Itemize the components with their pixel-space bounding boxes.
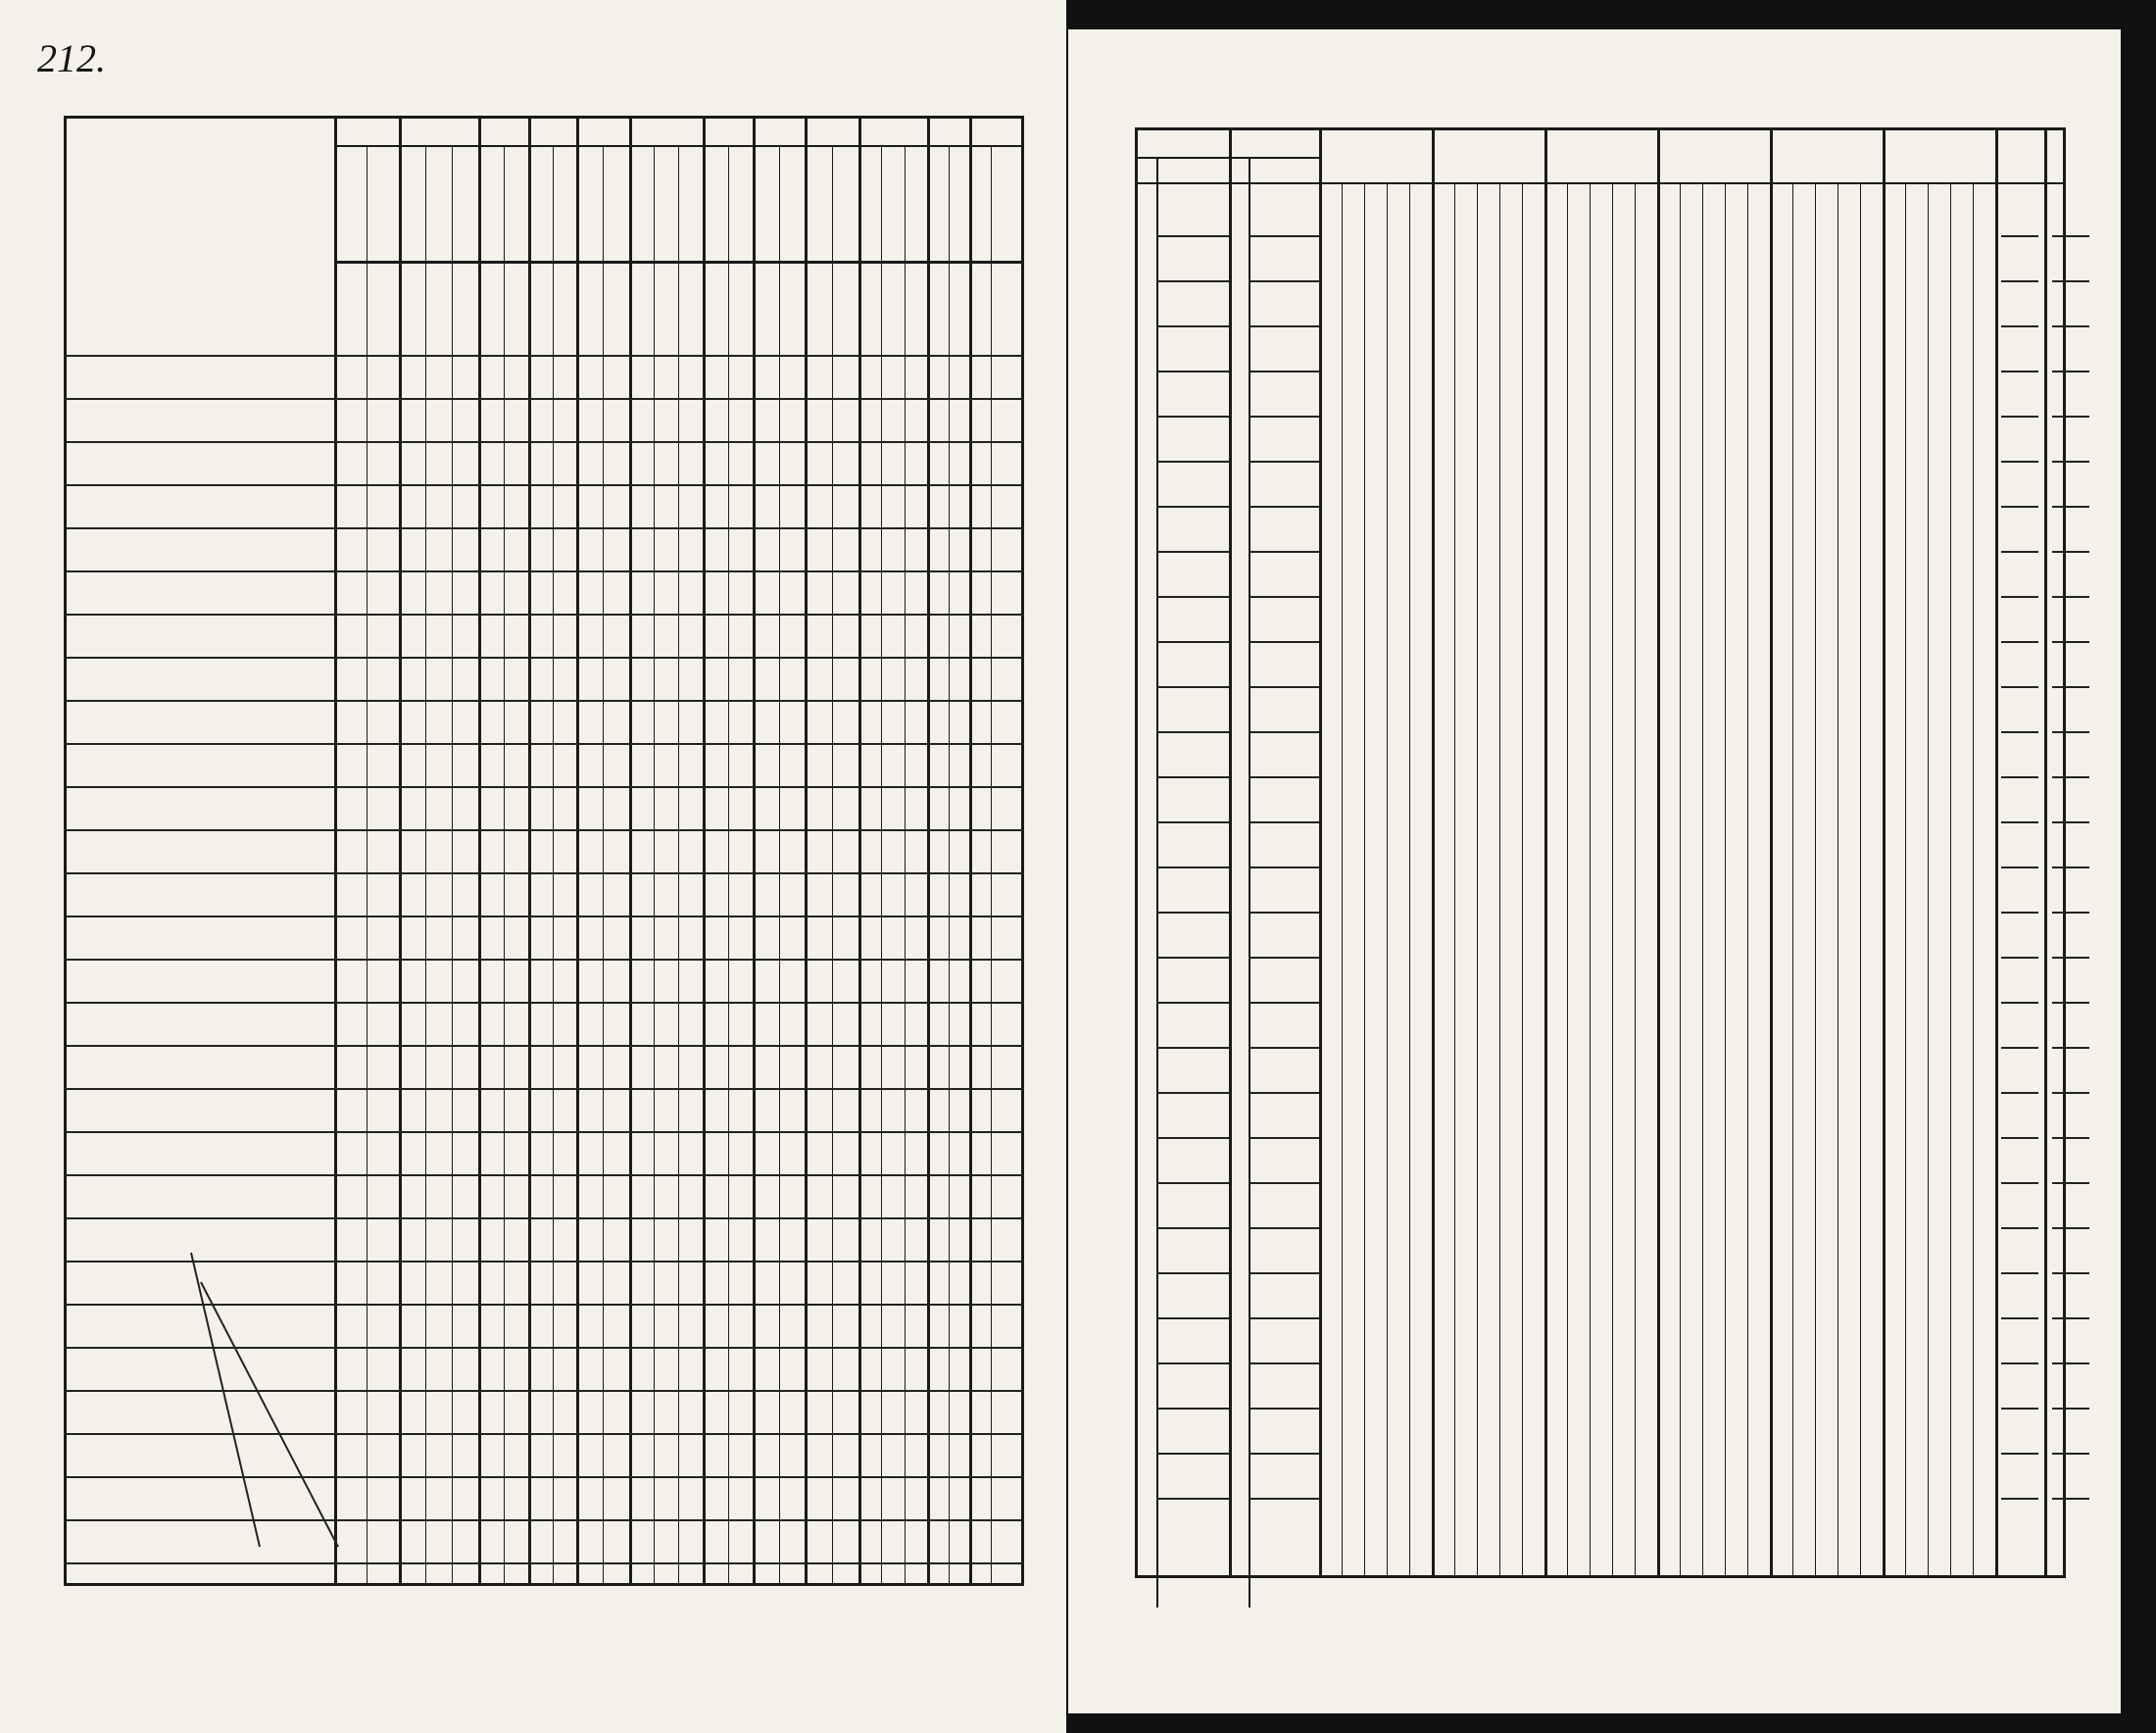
- year-subcolumn-line: [1680, 184, 1681, 1578]
- natus-row-rule: [1156, 957, 1229, 959]
- natus-row-rule: [1156, 235, 1229, 237]
- year-group-line: [1883, 127, 1886, 1578]
- acces-row-rule: [2001, 461, 2038, 463]
- natus-row-rule: [1156, 912, 1229, 914]
- natus-row-rule: [1156, 325, 1229, 327]
- obiit-row-rule: [1249, 641, 1319, 643]
- left-register-page: [0, 0, 1066, 1733]
- natus-row-rule: [1156, 1408, 1229, 1410]
- year-subcolumn-line: [1702, 184, 1703, 1578]
- year-group-line: [1544, 127, 1547, 1578]
- year-subcolumn-line: [1454, 184, 1455, 1578]
- year-subcolumn-line: [1792, 184, 1793, 1578]
- obiit-row-rule: [1249, 1317, 1319, 1319]
- obiit-right-divider: [1319, 127, 1322, 1578]
- acces-row-rule: [2001, 235, 2038, 237]
- catechism-table: [64, 116, 1024, 1586]
- right-border-top: [1135, 127, 2066, 130]
- abiit-row-rule: [2052, 1182, 2089, 1184]
- abiit-row-rule: [2052, 1227, 2089, 1229]
- abiit-row-rule: [2052, 1137, 2089, 1139]
- abiit-row-rule: [2052, 596, 2089, 598]
- acces-row-rule: [2001, 416, 2038, 418]
- natus-row-rule: [1156, 1362, 1229, 1364]
- abiit-row-rule: [2052, 1362, 2089, 1364]
- abiit-row-rule: [2052, 866, 2089, 868]
- acces-row-rule: [2001, 1408, 2038, 1410]
- abiit-row-rule: [2052, 731, 2089, 733]
- acces-row-rule: [2001, 1047, 2038, 1049]
- year-subcolumn-line: [1499, 184, 1500, 1578]
- abiit-row-rule: [2052, 1317, 2089, 1319]
- abiit-row-rule: [2052, 325, 2089, 327]
- abiit-row-rule: [2052, 551, 2089, 553]
- natus-day-divider: [1156, 157, 1158, 1608]
- obiit-row-rule: [1249, 596, 1319, 598]
- right-register-page: [1068, 29, 2121, 1713]
- abiit-row-rule: [2052, 1092, 2089, 1094]
- obiit-row-rule: [1249, 416, 1319, 418]
- natus-row-rule: [1156, 1498, 1229, 1500]
- obiit-row-rule: [1249, 1498, 1319, 1500]
- year-subcolumn-line: [1342, 184, 1343, 1578]
- acces-row-rule: [2001, 1002, 2038, 1004]
- abiit-row-rule: [2052, 235, 2089, 237]
- obiit-row-rule: [1249, 912, 1319, 914]
- year-subcolumn-line: [1950, 184, 1951, 1578]
- abiit-row-rule: [2052, 912, 2089, 914]
- obiit-row-rule: [1249, 1227, 1319, 1229]
- abiit-row-rule: [2052, 416, 2089, 418]
- year-subcolumn-line: [1409, 184, 1410, 1578]
- natus-row-rule: [1156, 1002, 1229, 1004]
- obiit-row-rule: [1249, 821, 1319, 823]
- natus-row-rule: [1156, 821, 1229, 823]
- strike-through-lines: [64, 116, 1024, 1586]
- right-border-bottom: [1135, 1575, 2066, 1578]
- right-header-bottom: [1135, 182, 2066, 184]
- natus-row-rule: [1156, 506, 1229, 508]
- abiit-row-rule: [2052, 776, 2089, 778]
- abiit-row-rule: [2052, 461, 2089, 463]
- acces-row-rule: [2001, 371, 2038, 372]
- obiit-row-rule: [1249, 506, 1319, 508]
- acces-row-rule: [2001, 641, 2038, 643]
- obiit-row-rule: [1249, 1272, 1319, 1274]
- natus-obiit-divider: [1229, 127, 1232, 1578]
- natus-row-rule: [1156, 1227, 1229, 1229]
- year-group-line: [1995, 127, 1998, 1578]
- acces-row-rule: [2001, 506, 2038, 508]
- obiit-row-rule: [1249, 1047, 1319, 1049]
- abiit-row-rule: [2052, 641, 2089, 643]
- acces-row-rule: [2001, 1272, 2038, 1274]
- year-group-line: [1770, 127, 1773, 1578]
- acces-row-rule: [2001, 957, 2038, 959]
- right-border-right: [2063, 127, 2066, 1578]
- year-group-line: [1432, 127, 1435, 1578]
- obiit-row-rule: [1249, 1002, 1319, 1004]
- natus-row-rule: [1156, 1453, 1229, 1455]
- obiit-row-rule: [1249, 731, 1319, 733]
- year-subcolumn-line: [1522, 184, 1523, 1578]
- acces-row-rule: [2001, 731, 2038, 733]
- year-subcolumn-line: [1567, 184, 1568, 1578]
- natus-row-rule: [1156, 1272, 1229, 1274]
- acces-row-rule: [2001, 1137, 2038, 1139]
- acces-row-rule: [2001, 325, 2038, 327]
- accessit-line: [2044, 127, 2047, 1578]
- year-subcolumn-line: [1590, 184, 1591, 1578]
- acces-row-rule: [2001, 596, 2038, 598]
- year-subcolumn-line: [1747, 184, 1748, 1578]
- acces-row-rule: [2001, 280, 2038, 282]
- year-subcolumn-line: [1860, 184, 1861, 1578]
- natus-row-rule: [1156, 371, 1229, 372]
- obiit-row-rule: [1249, 235, 1319, 237]
- year-subcolumn-line: [1612, 184, 1613, 1578]
- year-subcolumn-line: [1635, 184, 1636, 1578]
- page-number: 212.: [37, 36, 106, 80]
- acces-row-rule: [2001, 1498, 2038, 1500]
- natus-row-rule: [1156, 731, 1229, 733]
- year-subcolumn-line: [1387, 184, 1388, 1578]
- natus-row-rule: [1156, 1092, 1229, 1094]
- natus-row-rule: [1156, 1182, 1229, 1184]
- acces-row-rule: [2001, 551, 2038, 553]
- strike-line: [201, 1282, 338, 1547]
- obiit-row-rule: [1249, 280, 1319, 282]
- natus-row-rule: [1156, 596, 1229, 598]
- year-group-line: [1657, 127, 1660, 1578]
- acces-row-rule: [2001, 1227, 2038, 1229]
- natus-row-rule: [1156, 776, 1229, 778]
- abiit-row-rule: [2052, 1408, 2089, 1410]
- obiit-day-divider: [1249, 157, 1250, 1608]
- natus-row-rule: [1156, 461, 1229, 463]
- natus-row-rule: [1156, 641, 1229, 643]
- abiit-row-rule: [2052, 821, 2089, 823]
- strike-line: [191, 1253, 260, 1547]
- acces-row-rule: [2001, 821, 2038, 823]
- natus-row-rule: [1156, 280, 1229, 282]
- obiit-row-rule: [1249, 957, 1319, 959]
- natus-row-rule: [1156, 1317, 1229, 1319]
- abiit-row-rule: [2052, 1498, 2089, 1500]
- obiit-row-rule: [1249, 1092, 1319, 1094]
- year-subcolumn-line: [1815, 184, 1816, 1578]
- natus-row-rule: [1156, 551, 1229, 553]
- obiit-row-rule: [1249, 1362, 1319, 1364]
- acces-row-rule: [2001, 776, 2038, 778]
- year-subcolumn-line: [1725, 184, 1726, 1578]
- obiit-row-rule: [1249, 1137, 1319, 1139]
- natus-row-rule: [1156, 866, 1229, 868]
- abiit-row-rule: [2052, 1047, 2089, 1049]
- abiit-row-rule: [2052, 1272, 2089, 1274]
- obiit-row-rule: [1249, 1453, 1319, 1455]
- obiit-row-rule: [1249, 686, 1319, 688]
- year-subcolumn-line: [1973, 184, 1974, 1578]
- acces-row-rule: [2001, 1453, 2038, 1455]
- obiit-row-rule: [1249, 776, 1319, 778]
- acces-row-rule: [2001, 1317, 2038, 1319]
- abiit-row-rule: [2052, 957, 2089, 959]
- acces-row-rule: [2001, 1362, 2038, 1364]
- natus-row-rule: [1156, 416, 1229, 418]
- year-subcolumn-line: [1364, 184, 1365, 1578]
- acces-row-rule: [2001, 1182, 2038, 1184]
- right-border-left: [1135, 127, 1138, 1578]
- abiit-row-rule: [2052, 506, 2089, 508]
- abiit-row-rule: [2052, 1453, 2089, 1455]
- obiit-row-rule: [1249, 371, 1319, 372]
- acces-row-rule: [2001, 1092, 2038, 1094]
- obiit-row-rule: [1249, 461, 1319, 463]
- abiit-row-rule: [2052, 1002, 2089, 1004]
- obiit-row-rule: [1249, 1408, 1319, 1410]
- birth-death-table: [1135, 127, 2066, 1578]
- year-subcolumn-line: [1477, 184, 1478, 1578]
- year-subcolumn-line: [1928, 184, 1929, 1578]
- abiit-row-rule: [2052, 686, 2089, 688]
- year-subcolumn-line: [1905, 184, 1906, 1578]
- obiit-row-rule: [1249, 866, 1319, 868]
- abiit-row-rule: [2052, 371, 2089, 372]
- obiit-row-rule: [1249, 1182, 1319, 1184]
- obiit-row-rule: [1249, 325, 1319, 327]
- obiit-row-rule: [1249, 551, 1319, 553]
- natus-row-rule: [1156, 1137, 1229, 1139]
- acces-row-rule: [2001, 686, 2038, 688]
- abiit-row-rule: [2052, 280, 2089, 282]
- natus-row-rule: [1156, 686, 1229, 688]
- acces-row-rule: [2001, 912, 2038, 914]
- natus-row-rule: [1156, 1047, 1229, 1049]
- right-header-line: [1135, 157, 1319, 159]
- acces-row-rule: [2001, 866, 2038, 868]
